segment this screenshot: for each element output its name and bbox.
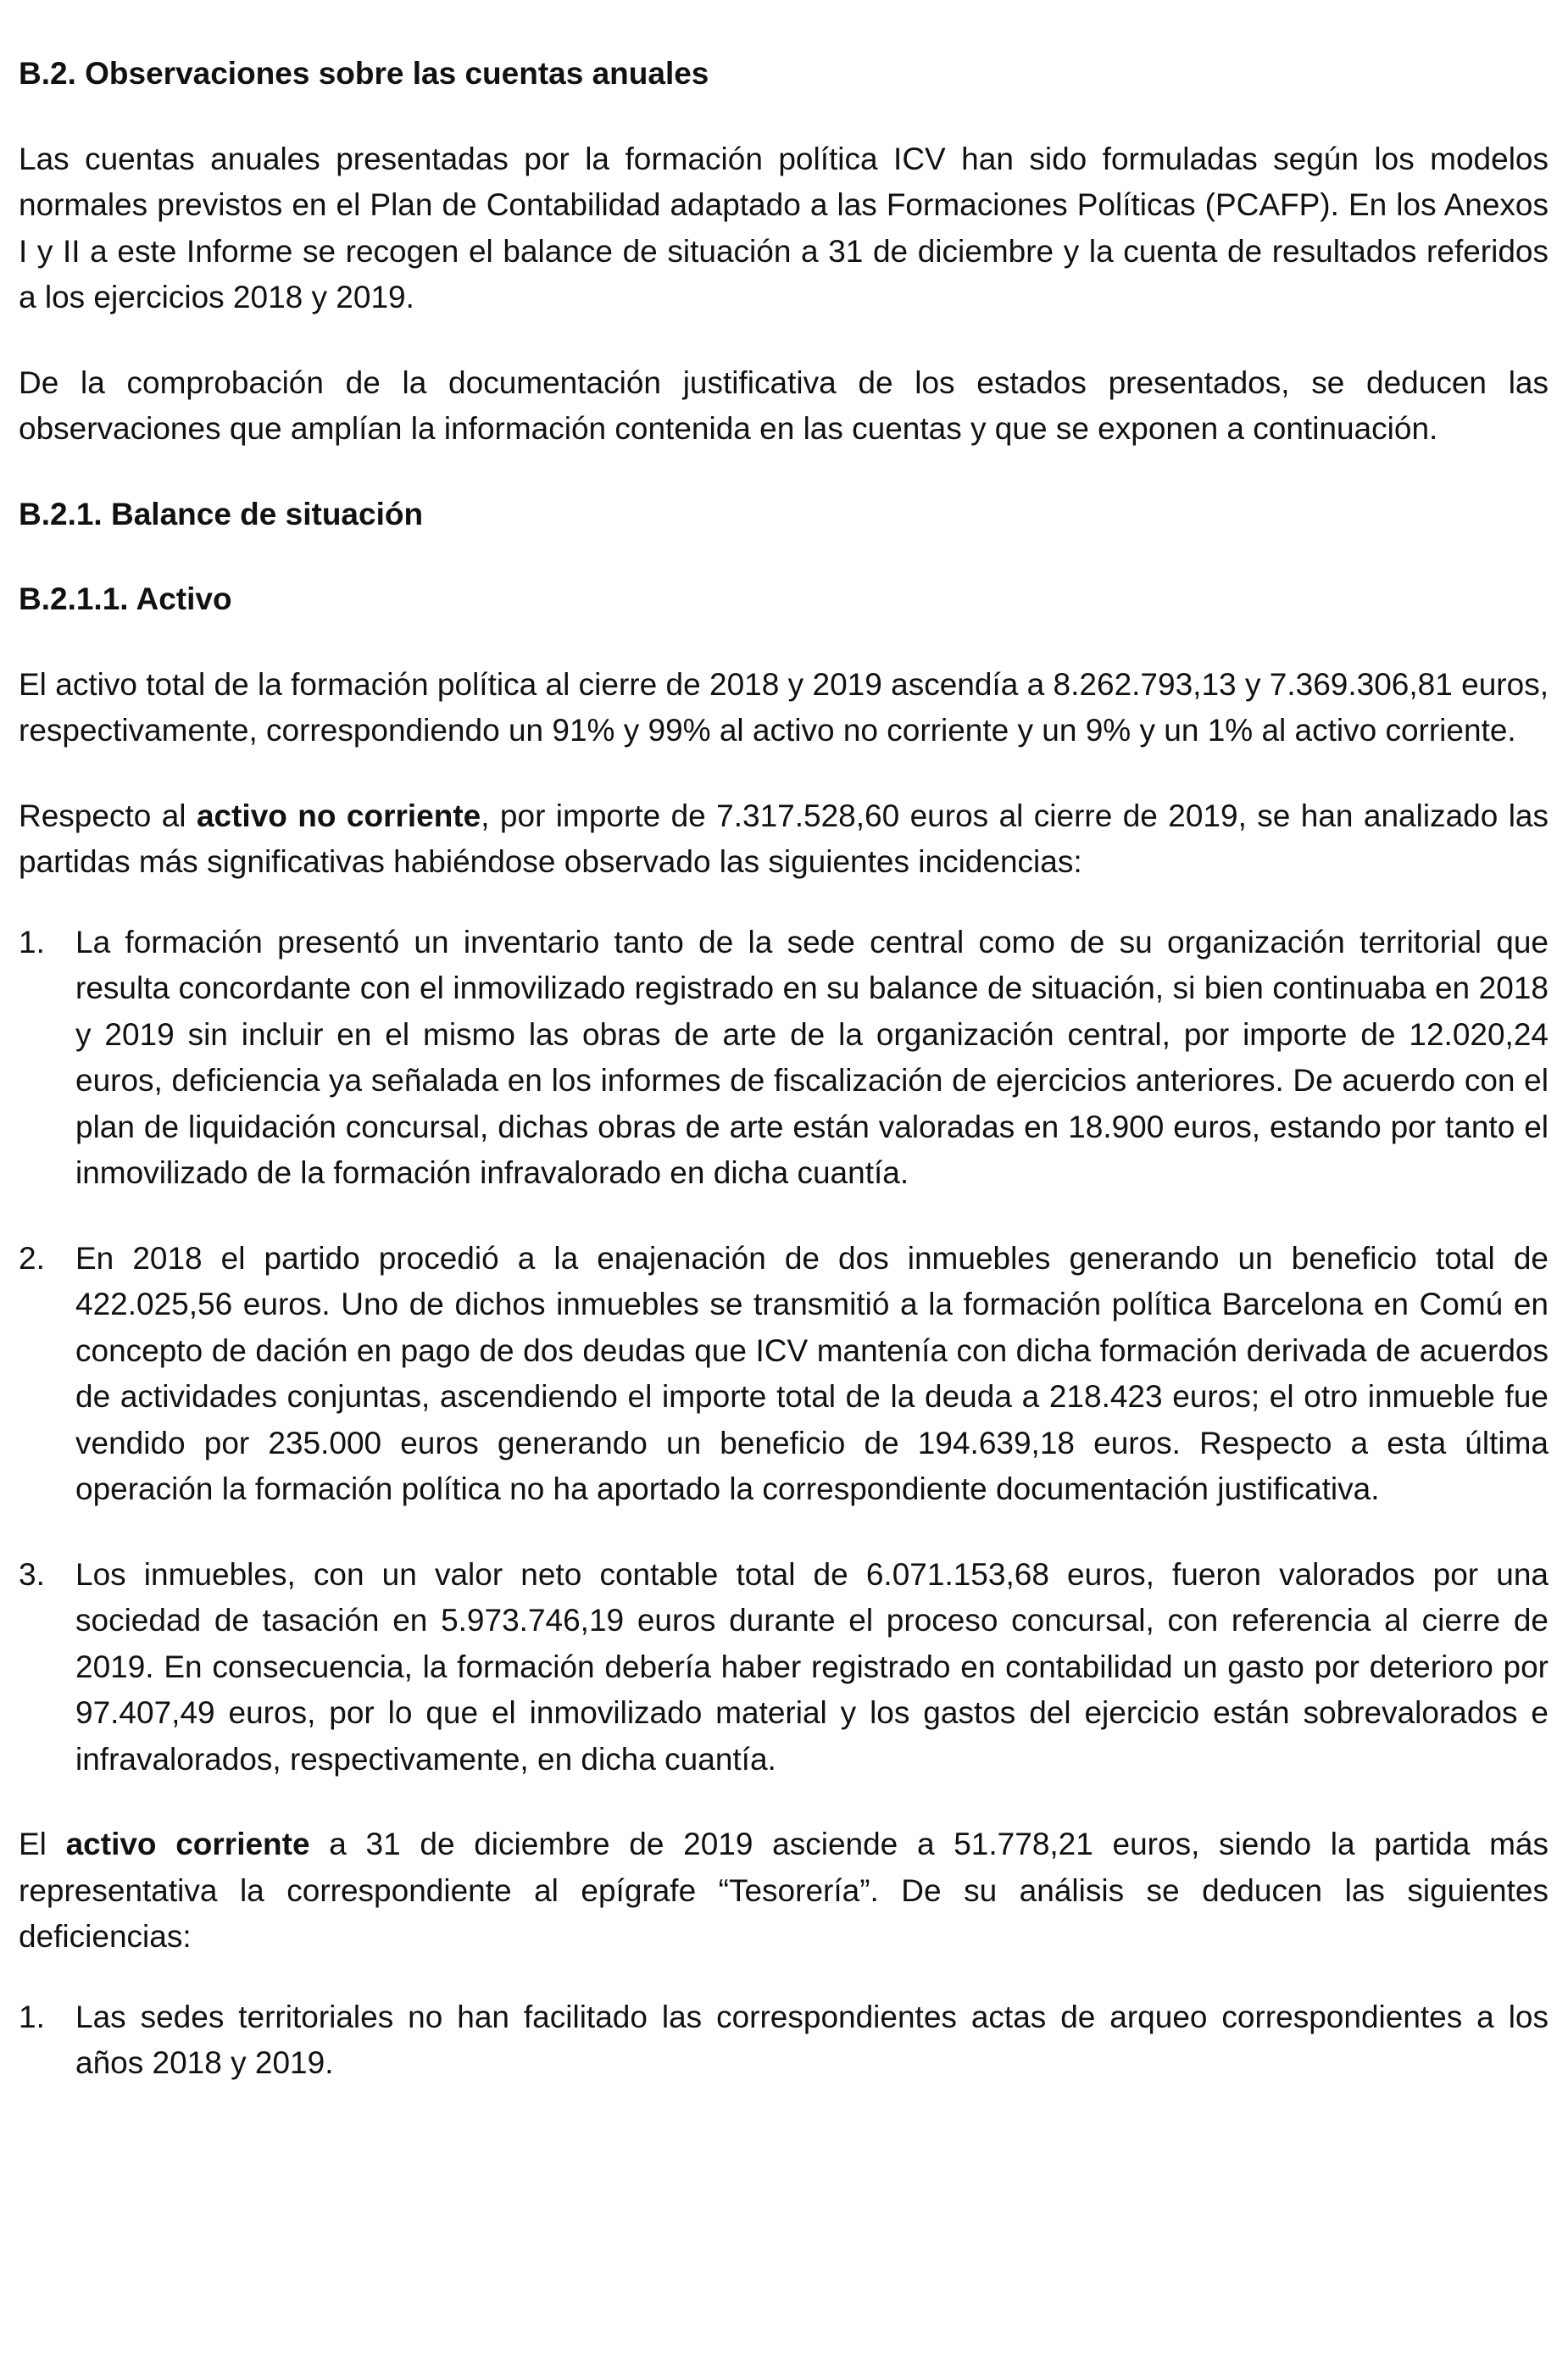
intro-paragraph: De la comprobación de la documentación justificativa de los estados presentados, se deducen las observaciones que amplían la información contenida en las cuentas y que se exponen a continuación. bbox=[19, 364, 1549, 446]
section-heading: B.2. Observaciones sobre las cuentas anuales bbox=[19, 56, 709, 91]
list-item-text: Los inmuebles, con un valor neto contable total de 6.071.153,68 euros, fueron valorados por una sociedad de tasación en 5.973.746,19 euros durante el proceso concursal, con referencia al cierre de 2019. En consecuencia, la formación debería haber registrado en contabilidad un gasto por deterioro por 97.407,49 euros, por lo que el inmovilizado material y los gastos del ejercicio están sobrevalorados e infravalorados, respectivamente, en dicha cuantía. bbox=[75, 1556, 1549, 1777]
list-item-text: La formación presentó un inventario tanto de la sede central como de su organización territorial que resulta concordante con el inmovilizado registrado en su balance de situación, si bien continuaba en 2018 y 2019 sin incluir en el mismo las obras de arte de la organización central, por importe de 12.020,24 euros, deficiencia ya señalada en los informes de fiscalización de ejercicios anteriores. De acuerdo con el plan de liquidación concursal, dichas obras de arte están valoradas en 18.900 euros, estando por tanto el inmovilizado de la formación infravalorado en dicha cuantía. bbox=[75, 924, 1549, 1190]
list-item bbox=[19, 1552, 1549, 1783]
list-item-number: 3. bbox=[19, 1556, 45, 1592]
intro-paragraph: Las cuentas anuales presentadas por la formación política ICV han sido formuladas según los modelos normales previstos en el Plan de Contabilidad adaptado a las Formaciones Políticas (PCAFP). En los Anexos I y II a este Informe se recogen el balance de situación a 31 de diciembre y la cuenta de resultados referidos a los ejercicios 2018 y 2019. bbox=[19, 141, 1549, 314]
non-current-incidents-list bbox=[19, 920, 1549, 1783]
current-deficiencies-list bbox=[19, 1994, 1549, 2087]
list-item-number: 2. bbox=[19, 1240, 45, 1276]
non-current-assets-paragraph bbox=[19, 793, 1549, 886]
subsubsection-heading: B.2.1.1. Activo bbox=[19, 581, 232, 616]
current-bold: activo corriente bbox=[65, 1827, 310, 1861]
document-page bbox=[19, 51, 1549, 2126]
subsection-heading: B.2.1. Balance de situación bbox=[19, 496, 424, 531]
list-item-number: 1. bbox=[19, 924, 45, 960]
non-current-bold: activo no corriente bbox=[196, 798, 481, 833]
current-pre: El bbox=[19, 1827, 66, 1861]
list-item-text: Las sedes territoriales no han facilitado las correspondientes actas de arqueo correspondientes a los años 2018 y 2019. bbox=[75, 1999, 1549, 2080]
list-item-number: 1. bbox=[19, 1999, 45, 2034]
current-assets-paragraph bbox=[19, 1822, 1549, 1961]
list-item bbox=[19, 920, 1549, 1197]
non-current-post: , por importe de 7.317.528,60 euros al cierre de 2019, se han analizado las partidas más significativas habiéndose observado las siguientes incidencias: bbox=[19, 798, 1549, 879]
total-assets-paragraph: El activo total de la formación política al cierre de 2018 y 2019 ascendía a 8.262.793,13 y 7.369.306,81 euros, respectivamente, correspondiendo un 91% y 99% al activo no corriente y un 9% y un 1% al activo corriente. bbox=[19, 666, 1549, 748]
list-item bbox=[19, 1236, 1549, 1513]
list-item bbox=[19, 1994, 1549, 2087]
non-current-pre: Respecto al bbox=[19, 798, 197, 833]
list-item-text: En 2018 el partido procedió a la enajenación de dos inmuebles generando un beneficio total de 422.025,56 euros. Uno de dichos inmuebles se transmitió a la formación política Barcelona en Comú en concepto de dación en pago de dos deudas que ICV mantenía con dicha formación derivada de acuerdos de actividades conjuntas, ascendiendo el importe total de la deuda a 218.423 euros; el otro inmueble fue vendido por 235.000 euros generando un beneficio de 194.639,18 euros. Respecto a esta última operación la formación política no ha aportado la correspondiente documentación justificativa. bbox=[75, 1240, 1549, 1506]
current-post: a 31 de diciembre de 2019 asciende a 51.778,21 euros, siendo la partida más representativa la correspondiente al epígrafe “Tesorería”. De su análisis se deducen las siguientes deficiencias: bbox=[19, 1827, 1549, 1954]
